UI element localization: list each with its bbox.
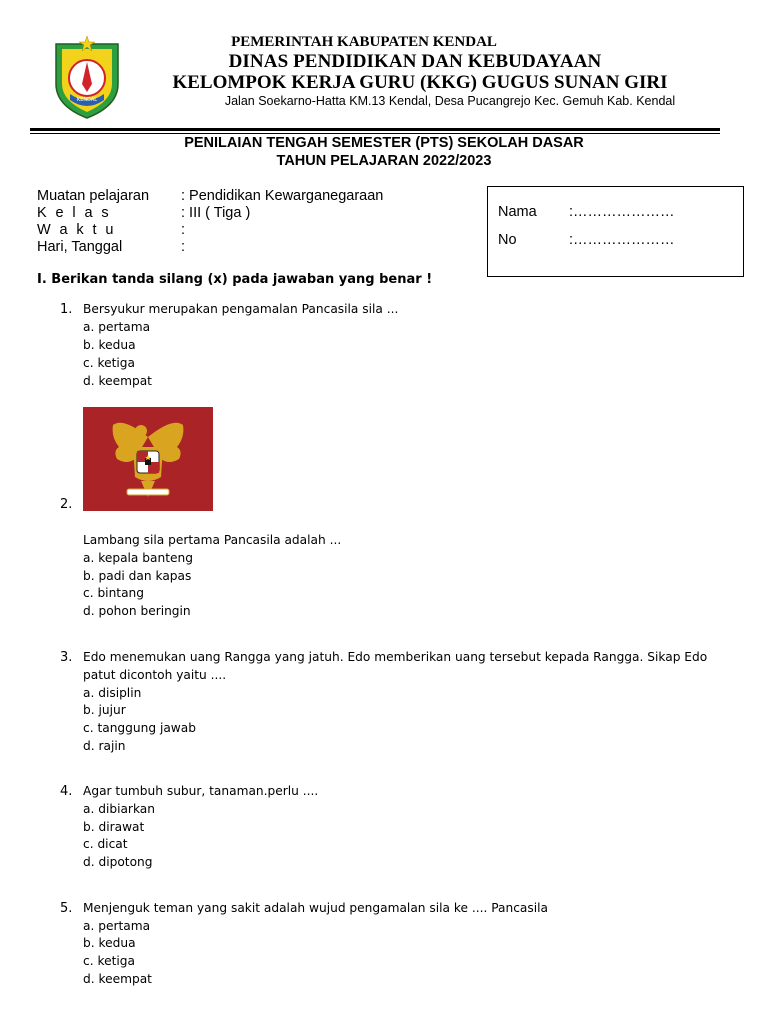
question-text: Bersyukur merupakan pengamalan Pancasila sila ... (83, 302, 399, 316)
header-rule-thin (30, 133, 720, 134)
option[interactable]: d. keempat (83, 374, 152, 388)
info-value: : (181, 222, 186, 238)
identity-label: Nama (498, 204, 537, 220)
question-number: 2. (60, 497, 73, 512)
option[interactable]: c. tanggung jawab (83, 721, 196, 735)
option[interactable]: c. dicat (83, 837, 128, 851)
question-number: 1. (60, 302, 73, 317)
option[interactable]: c. ketiga (83, 356, 135, 370)
garuda-pancasila-image (83, 407, 213, 511)
question-text: Edo menemukan uang Rangga yang jatuh. Edo memberikan uang tersebut kepada Rangga. Sikap Edo (83, 650, 708, 664)
question-number: 5. (60, 901, 73, 916)
info-row-date (37, 239, 383, 256)
option[interactable]: d. dipotong (83, 855, 153, 869)
info-row-class (37, 205, 383, 222)
info-row-time (37, 222, 383, 239)
option[interactable]: a. disiplin (83, 686, 142, 700)
kendal-logo (48, 34, 126, 120)
question-text-continued: patut dicontoh yaitu .... (83, 668, 227, 682)
info-label: Hari, Tanggal (37, 239, 123, 255)
option[interactable]: a. pertama (83, 919, 151, 933)
identity-label: No (498, 232, 517, 248)
option[interactable]: b. kedua (83, 338, 136, 352)
identity-row-name (498, 204, 675, 220)
logo-label: KENDAL (76, 97, 98, 103)
option[interactable]: b. dirawat (83, 820, 145, 834)
exam-title: PENILAIAN TENGAH SEMESTER (PTS) SEKOLAH DASAR (184, 135, 584, 151)
info-label: Muatan pelajaran (37, 188, 150, 204)
option[interactable]: a. kepala banteng (83, 551, 193, 565)
option[interactable]: b. jujur (83, 703, 126, 717)
identity-value[interactable]: :………………… (569, 232, 675, 248)
option[interactable]: d. keempat (83, 972, 152, 986)
header-rule-thick (30, 128, 720, 131)
info-label: K e l a s (37, 205, 111, 221)
option[interactable]: c. bintang (83, 586, 145, 600)
section-instruction: I. Berikan tanda silang (x) pada jawaban yang benar ! (37, 272, 433, 287)
info-value: : (181, 239, 186, 255)
header-department: DINAS PENDIDIKAN DAN KEBUDAYAAN (228, 51, 602, 72)
question-text: Menjenguk teman yang sakit adalah wujud pengamalan sila ke .... Pancasila (83, 901, 548, 915)
option[interactable]: b. kedua (83, 936, 136, 950)
exam-info (37, 188, 383, 256)
question-text: Agar tumbuh subur, tanaman.perlu .... (83, 784, 319, 798)
student-identity-box (487, 186, 744, 277)
header-address: Jalan Soekarno-Hatta KM.13 Kendal, Desa Pucangrejo Kec. Gemuh Kab. Kendal (224, 94, 676, 108)
info-value: : Pendidikan Kewarganegaraan (181, 188, 384, 204)
header-working-group: KELOMPOK KERJA GURU (KKG) GUGUS SUNAN GIRI (172, 72, 668, 93)
identity-value[interactable]: :………………… (569, 204, 675, 220)
question-number: 3. (60, 650, 73, 665)
question-text: Lambang sila pertama Pancasila adalah ... (83, 533, 342, 547)
header-government: PEMERINTAH KABUPATEN KENDAL (231, 34, 497, 50)
option[interactable]: d. rajin (83, 739, 126, 753)
question-number: 4. (60, 784, 73, 799)
option[interactable]: a. dibiarkan (83, 802, 155, 816)
info-label: W a k t u (37, 222, 116, 238)
info-value: : III ( Tiga ) (181, 205, 251, 221)
identity-row-number (498, 232, 675, 248)
option[interactable]: a. pertama (83, 320, 151, 334)
option[interactable]: b. padi dan kapas (83, 569, 192, 583)
option[interactable]: d. pohon beringin (83, 604, 191, 618)
info-row-subject (37, 188, 383, 205)
option[interactable]: c. ketiga (83, 954, 135, 968)
exam-year: TAHUN PELAJARAN 2022/2023 (276, 153, 492, 169)
